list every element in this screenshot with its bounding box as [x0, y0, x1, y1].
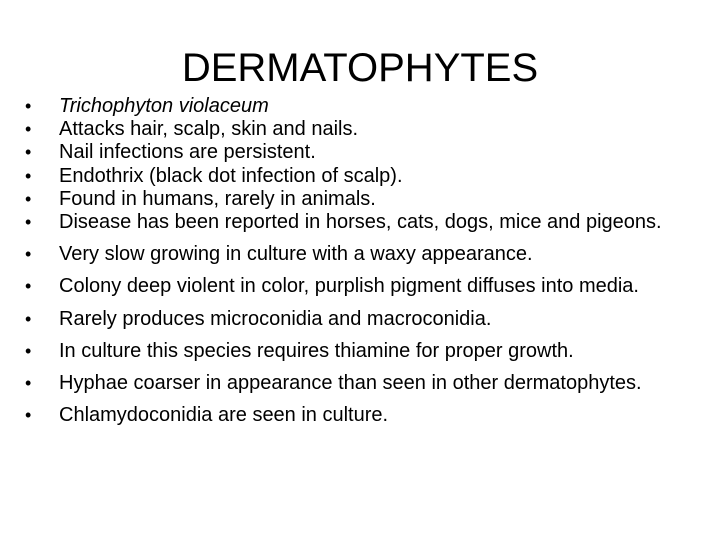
slide-title: DERMATOPHYTES	[181, 46, 539, 90]
bullet-icon: •	[25, 188, 32, 209]
bullet-icon: •	[25, 276, 32, 297]
list-item	[25, 188, 715, 211]
list-item	[25, 404, 715, 436]
bullet-text: Found in humans, rarely in animals.	[59, 187, 376, 210]
list-item	[25, 141, 715, 164]
list-item	[25, 95, 715, 118]
bullet-icon: •	[25, 96, 32, 116]
list-item	[25, 340, 715, 372]
bullet-icon: •	[25, 340, 32, 361]
bullet-text: Hyphae coarser in appearance than seen in other dermatophytes.	[59, 372, 642, 395]
list-item	[25, 275, 715, 307]
bullet-list	[25, 95, 715, 436]
list-item	[25, 308, 715, 340]
bullet-text: Rarely produces microconidia and macroconidia.	[59, 307, 492, 330]
bullet-text: Colony deep violent in color, purplish pigment diffuses into media.	[59, 275, 639, 298]
bullet-text: Trichophyton violaceum	[59, 95, 269, 117]
bullet-text: Endothrix (black dot infection of scalp).	[59, 164, 403, 187]
list-item	[25, 372, 715, 404]
bullet-icon: •	[25, 212, 32, 233]
list-item	[25, 118, 715, 141]
list-item	[25, 165, 715, 188]
bullet-icon: •	[25, 119, 32, 140]
bullet-text: Very slow growing in culture with a waxy appearance.	[59, 243, 533, 266]
list-item	[25, 211, 715, 243]
bullet-text: Disease has been reported in horses, cats, dogs, mice and pigeons.	[59, 211, 662, 234]
bullet-icon: •	[25, 373, 32, 394]
bullet-text: In culture this species requires thiamine for proper growth.	[59, 339, 574, 362]
bullet-icon: •	[25, 142, 32, 163]
bullet-text: Nail infections are persistent.	[59, 141, 316, 164]
bullet-text: Attacks hair, scalp, skin and nails.	[59, 118, 359, 141]
bullet-icon: •	[25, 165, 32, 186]
list-item	[25, 243, 715, 275]
bullet-icon: •	[25, 405, 32, 426]
bullet-icon: •	[25, 244, 32, 265]
bullet-text: Chlamydoconidia are seen in culture.	[59, 404, 389, 427]
bullet-icon: •	[25, 308, 32, 329]
